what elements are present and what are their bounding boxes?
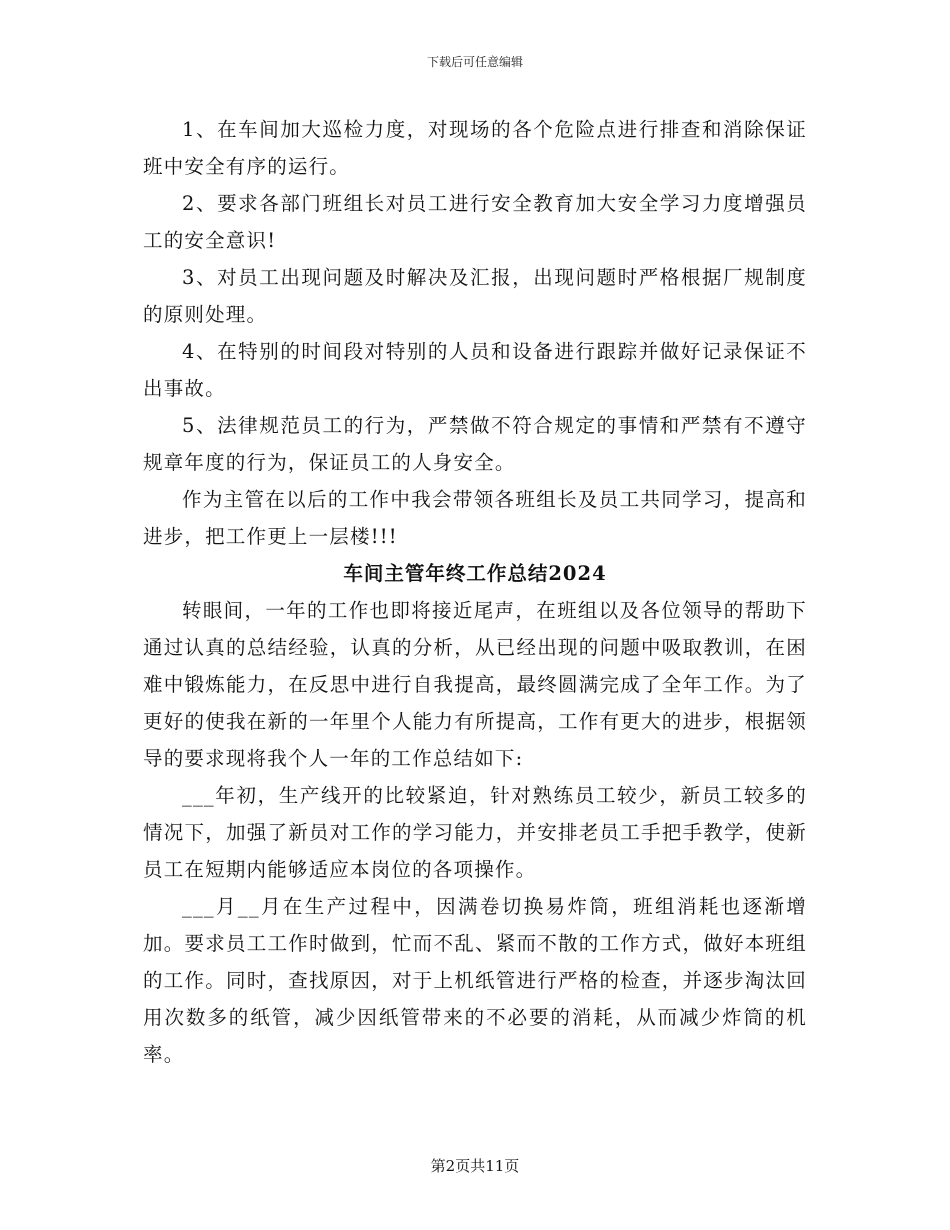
section-title: 车间主管年终工作总结2024: [343, 562, 607, 585]
paragraph-closing: 作为主管在以后的工作中我会带领各班组长及员工共同学习，提高和进步，把工作更上一层楼!!!: [143, 488, 807, 548]
header-note: 下载后可任意编辑: [426, 55, 523, 69]
page-number: 第2页共11页: [430, 1157, 520, 1175]
paragraph-month-production: ___月__月在生产过程中，因满卷切换易炸筒，班组消耗也逐渐增加。要求员工工作时做到，忙而不乱、紧而不散的工作方式，做好本班组的工作。同时，查找原因，对于上机纸管进行严格的检查，并逐步淘汰回用次数多的纸管，减少因纸管带来的不必要的消耗，从而减少炸筒的机率。: [143, 895, 807, 1066]
paragraph-year-start: ___年初，生产线开的比较紧迫，针对熟练员工较少，新员工较多的情况下，加强了新员对工作的学习能力，并安排老员工手把手教学，使新员工在短期内能够适应本岗位的各项操作。: [143, 784, 807, 881]
paragraph-intro: 转眼间，一年的工作也即将接近尾声，在班组以及各位领导的帮助下通过认真的总结经验，认真的分析，从已经出现的问题中吸取教训，在困难中锻炼能力，在反思中进行自我提高，最终圆满完成了全年工作。为了更好的使我在新的一年里个人能力有所提高，工作有更大的进步，根据领导的要求现将我个人一年的工作总结如下:: [143, 599, 807, 770]
paragraph-item-5: 5、法律规范员工的行为，严禁做不符合规定的事情和严禁有不遵守规章年度的行为，保证员工的人身安全。: [143, 414, 807, 474]
paragraph-item-4: 4、在特别的时间段对特别的人员和设备进行跟踪并做好记录保证不出事故。: [143, 340, 807, 400]
paragraph-item-3: 3、对员工出现问题及时解决及汇报，出现问题时严格根据厂规制度的原则处理。: [143, 266, 807, 326]
paragraph-item-1: 1、在车间加大巡检力度，对现场的各个危险点进行排查和消除保证班中安全有序的运行。: [143, 118, 807, 178]
document-body: [143, 111, 807, 1073]
paragraph-item-2: 2、要求各部门班组长对员工进行安全教育加大安全学习力度增强员工的安全意识!: [143, 192, 807, 252]
